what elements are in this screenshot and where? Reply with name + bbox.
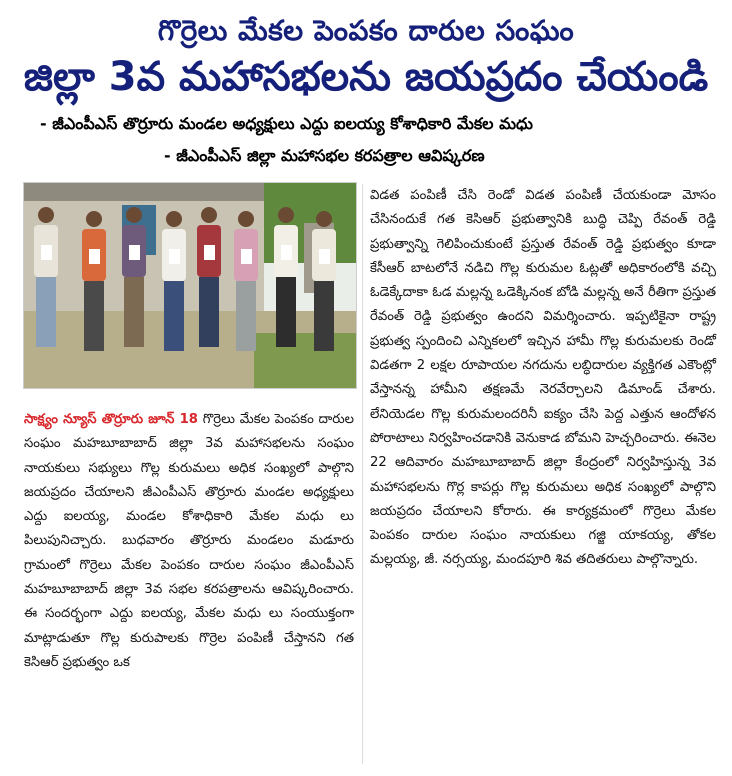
- person-head: [238, 211, 254, 227]
- person-legs: [84, 281, 104, 351]
- subheadline-1: - జీఎంపీఎస్ తొర్రూరు మండల అధ్యక్షులు ఎద్దు ఐలయ్య కోశాధికారి మేకల మధు: [40, 114, 533, 133]
- person-legs: [276, 277, 296, 347]
- person-head: [201, 207, 217, 223]
- photo-person: [82, 211, 106, 351]
- person-pamphlet: [281, 245, 292, 260]
- person-head: [166, 211, 182, 227]
- column-divider: [362, 184, 363, 764]
- person-head: [86, 211, 102, 227]
- person-legs: [314, 281, 334, 351]
- person-pamphlet: [169, 249, 180, 264]
- photo-person: [234, 211, 258, 351]
- person-legs: [199, 277, 219, 347]
- article-left-column: [24, 408, 354, 675]
- person-pamphlet: [319, 249, 330, 264]
- article-dateline: సాక్ష్యం న్యూస్ తొర్రూరు జూన్ 18: [24, 412, 198, 427]
- person-head: [38, 207, 54, 223]
- photo-person: [162, 211, 186, 351]
- photo-roof: [24, 183, 264, 201]
- article-body-left: గొర్రెలు మేకల పెంపకం దారుల సంఘం మహబూబాబాద్ జిల్లా 3వ మహాసభలను సంఘం నాయకులు సభ్యులు గొల్ల కురుమలు అధిక సంఖ్యలో పాల్గొని జయప్రదం చేయాలని జీఎంపీఎస్ తొర్రూరు మండల అధ్యక్షులు ఎద్దు ఐలయ్య, మండల కోశాధికారి మేకల మధు లు పిలుపునిచ్చారు. బుధవారం తొర్రూరు మండలం మడూరు గ్రామంలో గొర్రెలు మేకల పెంపకం దారుల సంఘం జీఎంపీఎస్ మహబూబాబాద్ జిల్లా 3వ సభల కరపత్రాలను ఆవిష్కరించారు. ఈ సందర్భంగా ఎద్దు ఐలయ్య, మేకల మధు లు సంయుక్తంగా మాట్లాడుతూ గొల్ల కురుపాలకు గొర్రెల పంపిణీ చేస్తానని గత కెసిఆర్ ప్రభుత్వం ఒక: [24, 412, 354, 670]
- photo-person: [197, 207, 221, 347]
- article-right-column: [370, 184, 716, 573]
- subheadline-2: - జీఎంపీఎస్ జిల్లా మహాసభల కరపత్రాల ఆవిష్కరణ: [164, 146, 485, 165]
- person-pamphlet: [129, 245, 140, 260]
- person-legs: [36, 277, 56, 347]
- photo-person: [34, 207, 58, 347]
- person-pamphlet: [204, 245, 215, 260]
- news-photo: [23, 182, 357, 389]
- person-pamphlet: [41, 245, 52, 260]
- photo-person: [274, 207, 298, 347]
- photo-illustration: [24, 183, 356, 388]
- person-head: [316, 211, 332, 227]
- person-head: [126, 207, 142, 223]
- photo-person: [312, 211, 336, 351]
- headline-line-2: జిల్లా 3వ మహాసభలను జయప్రదం చేయండి: [23, 54, 709, 100]
- photo-grass: [254, 333, 356, 388]
- person-legs: [164, 281, 184, 351]
- person-pamphlet: [89, 249, 100, 264]
- headline-line-1: గొర్రెలు మేకల పెంపకం దారుల సంఘం: [157, 14, 575, 47]
- photo-person: [122, 207, 146, 347]
- person-legs: [124, 277, 144, 347]
- article-body-right: విడత పంపిణీ చేసి రెండో విడత పంపిణీ చేయకుండా మోసం చేసినందుకే గత కెసిఆర్ ప్రభుత్వానికి బుద్ధి చెప్పి రేవంత్ రెడ్డి ప్రభుత్వాన్ని గెలిపించుకుంటే ప్రస్తుత రేవంత్ రెడ్డి ప్రభుత్వం కూడా కేసీఆర్ బాటలోనే నడిచి గొల్ల కురుమల ఓట్లతో అధికారంలోకి వచ్చి ఓడెక్కేదాకా ఓడ మల్లన్న ఒడెక్కినంక బోడి మల్లన్న అనే రీతిగా ప్రస్తుత రేవంత్ రెడ్డి ప్రభుత్వం ఉందని విమర్శించారు. ఇప్పటికైనా రాష్ట్ర ప్రభుత్వ స్పందించి ఎన్నికలలో ఇచ్చిన హామీ గొల్ల కురుమలకు రెండో విడతగా 2 లక్షల రూపాయల నగదును లబ్ధిదారుల వ్యక్తిగత ఎకౌంట్లో వేస్తానన్న హామీని తక్షణమే నెరవేర్చాలని డిమాండ్ చేశారు. లేనియెడల గొల్ల కురుమలందరినీ ఐక్యం చేసి పెద్ద ఎత్తున ఆందోళన పోరాటాలు నిర్వహించడానికి వెనుకాడ బోమని హెచ్చరించారు. ఈనెల 22 ఆదివారం మహబూబాబాద్ జిల్లా కేంద్రంలో నిర్వహిస్తున్న 3వ మహాసభలను గొర్ల కాపర్లు గొల్ల కురుమలు అధిక సంఖ్యలో పాల్గొని జయప్రదం చేయాలని కోరారు. ఈ కార్యక్రమంలో గొర్రెలు మేకల పెంపకం దారుల సంఘం నాయకులు గజ్జి యాకయ్య, తోకల మల్లయ్య, జీ. నర్సయ్య, మందపూరి శివ తదితరులు పాల్గొన్నారు.: [370, 188, 716, 568]
- person-head: [278, 207, 294, 223]
- person-legs: [236, 281, 256, 351]
- person-pamphlet: [241, 249, 252, 264]
